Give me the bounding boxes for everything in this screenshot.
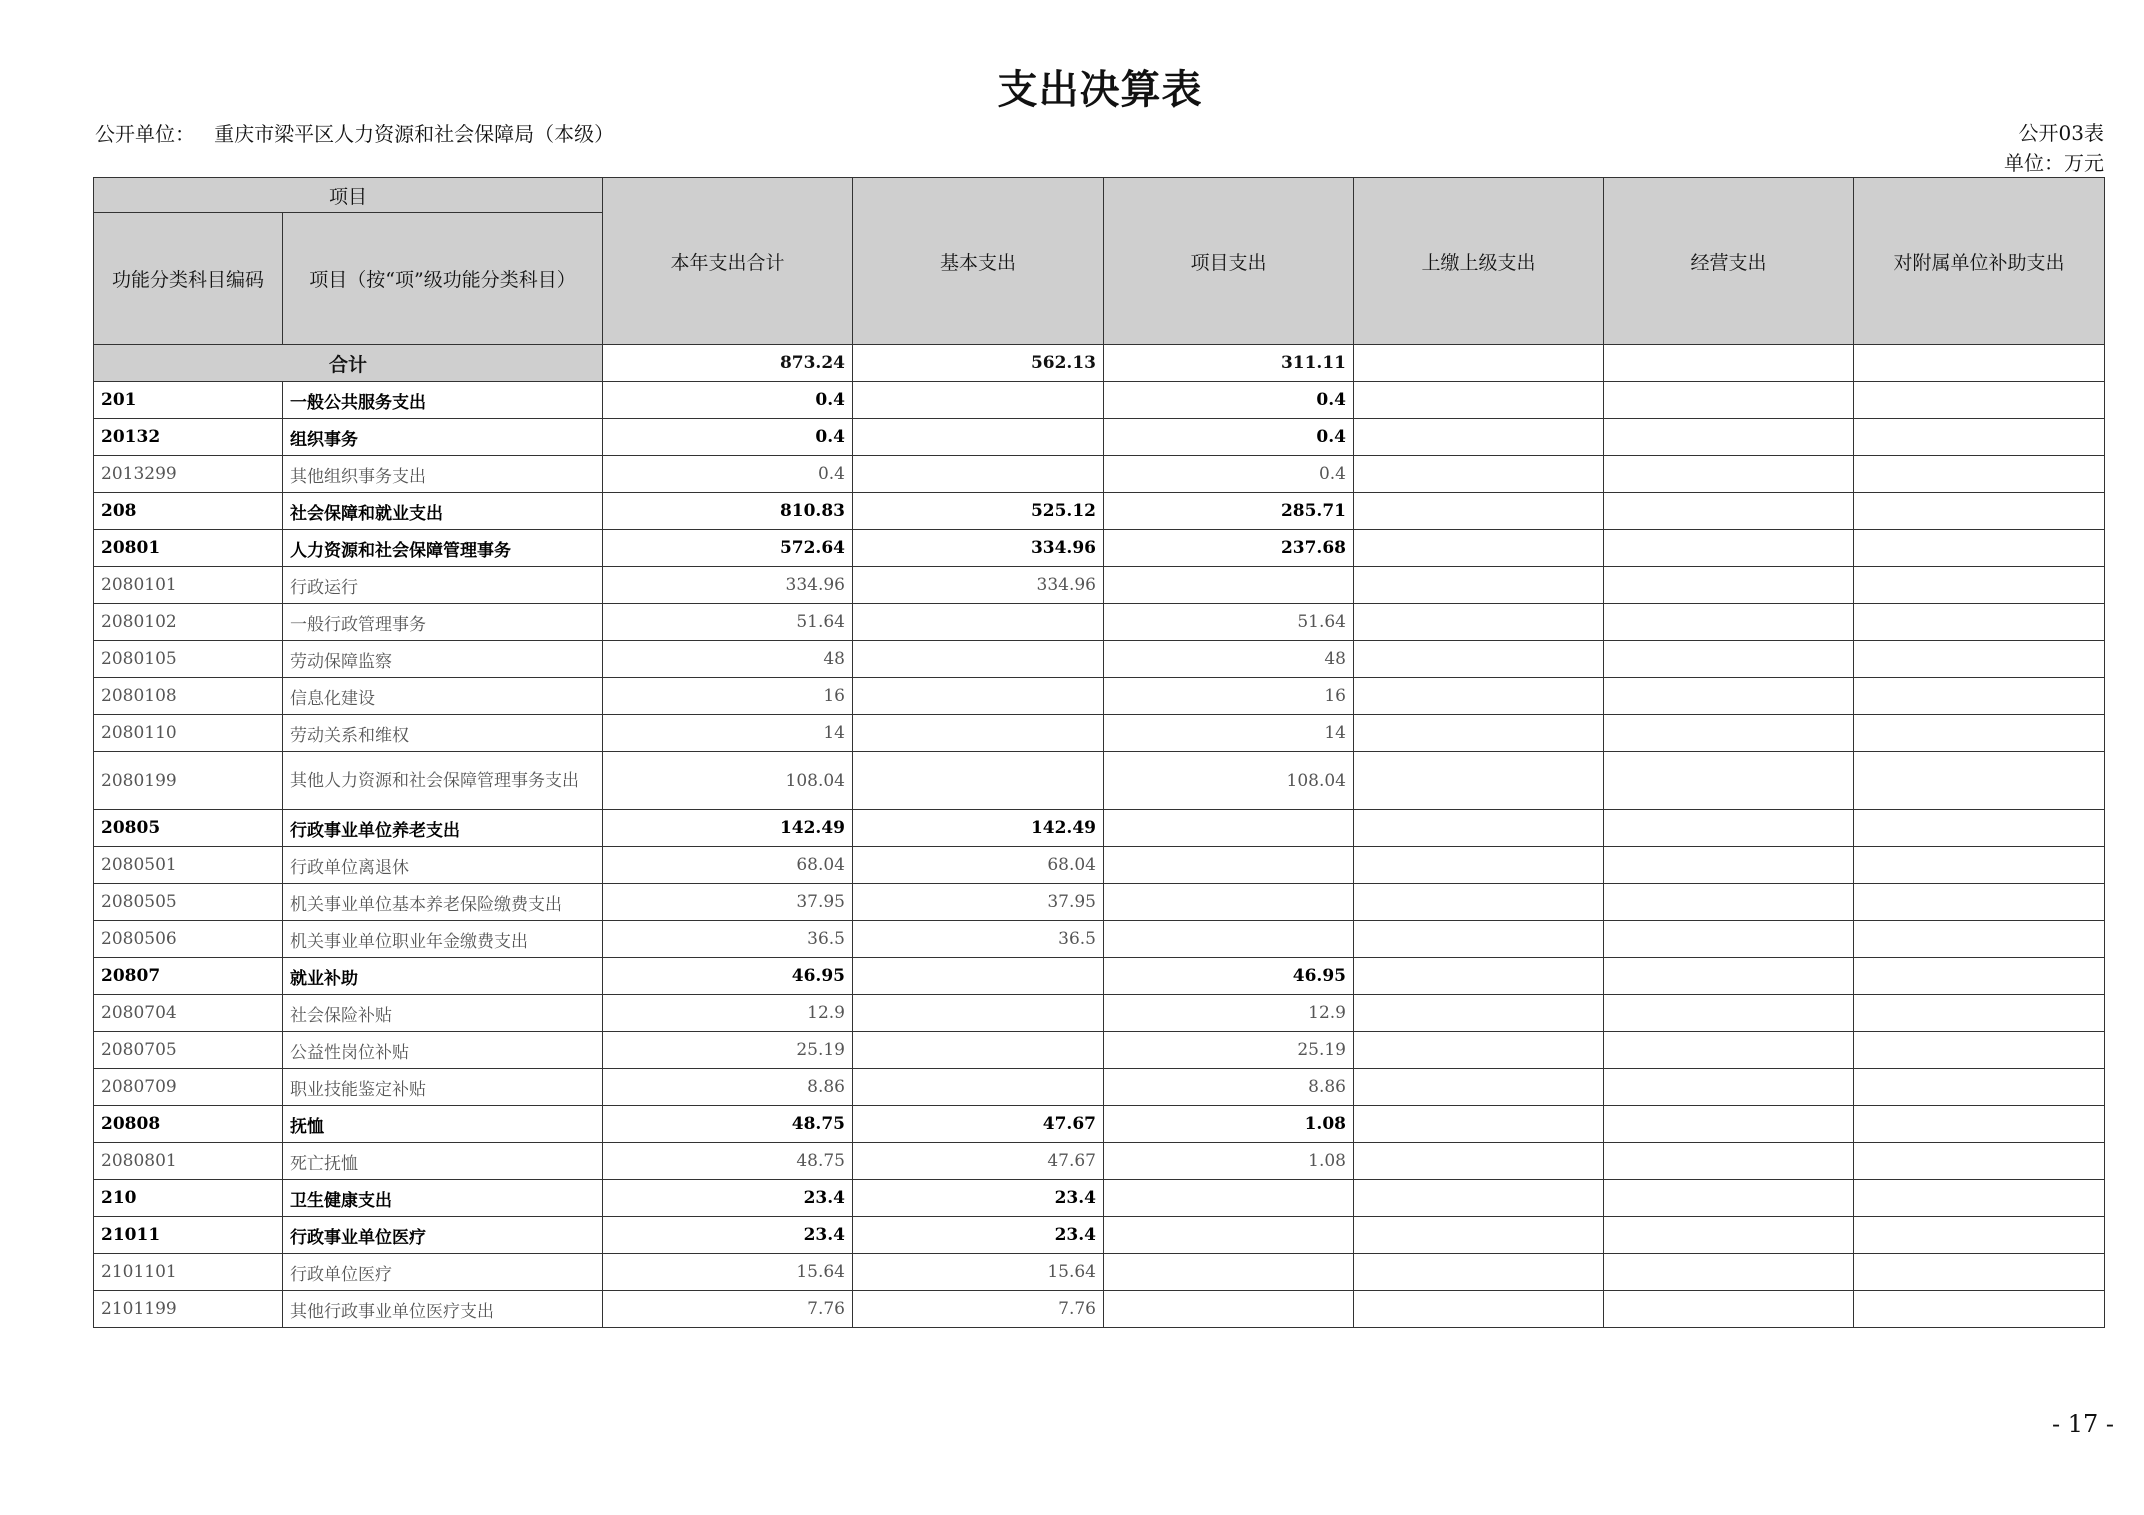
row-business [1604,921,1854,958]
row-total: 15.64 [603,1254,853,1291]
row-subsidiary [1854,678,2105,715]
row-business [1604,884,1854,921]
row-business [1604,1069,1854,1106]
row-business [1604,641,1854,678]
row-subsidiary [1854,530,2105,567]
row-business [1604,1032,1854,1069]
table-row [94,847,2105,884]
row-upper [1354,1106,1604,1143]
row-code: 20801 [94,530,283,567]
row-subsidiary [1854,995,2105,1032]
row-business [1604,1180,1854,1217]
row-project: 0.4 [1104,456,1354,493]
row-subsidiary [1854,604,2105,641]
row-project: 14 [1104,715,1354,752]
row-business [1604,958,1854,995]
expenditure-table [93,177,2105,1328]
row-name: 机关事业单位职业年金缴费支出 [283,921,603,958]
row-basic: 37.95 [853,884,1104,921]
table-row [94,1291,2105,1328]
row-total: 51.64 [603,604,853,641]
row-total: 48.75 [603,1143,853,1180]
row-name: 职业技能鉴定补贴 [283,1069,603,1106]
row-upper [1354,382,1604,419]
table-row [94,419,2105,456]
total-total: 873.24 [603,345,853,382]
row-project: 25.19 [1104,1032,1354,1069]
row-code: 2080506 [94,921,283,958]
row-subsidiary [1854,884,2105,921]
row-total: 0.4 [603,456,853,493]
row-subsidiary [1854,752,2105,810]
row-business [1604,493,1854,530]
row-code: 2080110 [94,715,283,752]
publishing-unit [95,120,615,149]
row-subsidiary [1854,1180,2105,1217]
row-total: 0.4 [603,419,853,456]
row-subsidiary [1854,1032,2105,1069]
row-upper [1354,1254,1604,1291]
row-upper [1354,921,1604,958]
row-project: 46.95 [1104,958,1354,995]
row-name: 其他行政事业单位医疗支出 [283,1291,603,1328]
row-upper [1354,1291,1604,1328]
page-title: 支出决算表 [997,66,1203,113]
row-name: 就业补助 [283,958,603,995]
row-subsidiary [1854,1291,2105,1328]
row-business [1604,1106,1854,1143]
row-project: 8.86 [1104,1069,1354,1106]
table-row [94,604,2105,641]
row-subsidiary [1854,1069,2105,1106]
row-project: 51.64 [1104,604,1354,641]
row-basic: 334.96 [853,530,1104,567]
row-project: 0.4 [1104,382,1354,419]
table-row [94,493,2105,530]
row-name: 劳动关系和维权 [283,715,603,752]
row-upper [1354,493,1604,530]
row-project: 12.9 [1104,995,1354,1032]
row-subsidiary [1854,958,2105,995]
row-upper [1354,995,1604,1032]
table-row [94,641,2105,678]
row-basic: 36.5 [853,921,1104,958]
table-meta [2004,118,2104,178]
row-project: 16 [1104,678,1354,715]
row-basic [853,958,1104,995]
row-code: 2080709 [94,1069,283,1106]
row-project [1104,921,1354,958]
row-subsidiary [1854,810,2105,847]
row-total: 12.9 [603,995,853,1032]
table-row [94,752,2105,810]
row-subsidiary [1854,1106,2105,1143]
row-total: 48 [603,641,853,678]
row-basic: 525.12 [853,493,1104,530]
row-code: 2101101 [94,1254,283,1291]
row-name: 一般公共服务支出 [283,382,603,419]
row-total: 8.86 [603,1069,853,1106]
row-basic: 15.64 [853,1254,1104,1291]
row-business [1604,752,1854,810]
table-row [94,1180,2105,1217]
table-row [94,958,2105,995]
row-project: 1.08 [1104,1106,1354,1143]
row-name: 行政单位离退休 [283,847,603,884]
row-project [1104,1180,1354,1217]
row-business [1604,604,1854,641]
table-row [94,530,2105,567]
row-project: 108.04 [1104,752,1354,810]
table-row [94,921,2105,958]
row-total: 48.75 [603,1106,853,1143]
row-upper [1354,1032,1604,1069]
table-row [94,382,2105,419]
row-subsidiary [1854,921,2105,958]
row-code: 2080505 [94,884,283,921]
row-code: 2080705 [94,1032,283,1069]
row-basic [853,456,1104,493]
row-total: 14 [603,715,853,752]
row-upper [1354,1069,1604,1106]
row-name: 抚恤 [283,1106,603,1143]
row-basic: 47.67 [853,1143,1104,1180]
row-upper [1354,641,1604,678]
header-code: 功能分类科目编码 [94,213,283,345]
row-upper [1354,958,1604,995]
row-name: 组织事务 [283,419,603,456]
row-code: 2080801 [94,1143,283,1180]
row-name: 机关事业单位基本养老保险缴费支出 [283,884,603,921]
row-subsidiary [1854,715,2105,752]
row-basic [853,641,1104,678]
row-upper [1354,678,1604,715]
table-row [94,456,2105,493]
row-code: 20808 [94,1106,283,1143]
row-code: 2013299 [94,456,283,493]
row-basic: 23.4 [853,1180,1104,1217]
total-row [94,345,2105,382]
row-upper [1354,604,1604,641]
row-project: 1.08 [1104,1143,1354,1180]
row-total: 810.83 [603,493,853,530]
row-subsidiary [1854,641,2105,678]
unit-name: 重庆市梁平区人力资源和社会保障局（本级） [214,122,615,146]
row-project [1104,1291,1354,1328]
row-name: 社会保障和就业支出 [283,493,603,530]
row-code: 210 [94,1180,283,1217]
row-basic [853,382,1104,419]
row-business [1604,678,1854,715]
row-basic: 7.76 [853,1291,1104,1328]
row-name: 行政运行 [283,567,603,604]
row-business [1604,419,1854,456]
row-upper [1354,1180,1604,1217]
row-code: 208 [94,493,283,530]
row-upper [1354,847,1604,884]
row-subsidiary [1854,382,2105,419]
row-business [1604,1143,1854,1180]
row-business [1604,382,1854,419]
row-subsidiary [1854,456,2105,493]
row-upper [1354,456,1604,493]
row-project [1104,1217,1354,1254]
row-upper [1354,1217,1604,1254]
row-code: 20132 [94,419,283,456]
row-business [1604,1217,1854,1254]
table-id: 公开03表 [2018,121,2104,145]
header-project: 项目支出 [1104,178,1354,345]
table-row [94,1106,2105,1143]
row-name: 社会保险补贴 [283,995,603,1032]
header-project-group: 项目 [94,178,603,213]
row-total: 37.95 [603,884,853,921]
row-project: 0.4 [1104,419,1354,456]
row-project [1104,884,1354,921]
row-project: 48 [1104,641,1354,678]
row-upper [1354,884,1604,921]
row-basic [853,419,1104,456]
row-code: 201 [94,382,283,419]
row-total: 36.5 [603,921,853,958]
row-project [1104,567,1354,604]
row-total: 7.76 [603,1291,853,1328]
row-name: 劳动保障监察 [283,641,603,678]
row-upper [1354,567,1604,604]
row-basic [853,995,1104,1032]
row-basic [853,1032,1104,1069]
table-row [94,810,2105,847]
row-name: 行政事业单位养老支出 [283,810,603,847]
row-business [1604,995,1854,1032]
row-code: 2101199 [94,1291,283,1328]
row-basic [853,678,1104,715]
row-total: 142.49 [603,810,853,847]
total-upper [1354,345,1604,382]
row-code: 2080105 [94,641,283,678]
row-subsidiary [1854,419,2105,456]
table-row [94,1069,2105,1106]
row-basic: 142.49 [853,810,1104,847]
table-row [94,567,2105,604]
row-code: 2080199 [94,752,283,810]
row-name: 卫生健康支出 [283,1180,603,1217]
row-code: 20807 [94,958,283,995]
row-code: 2080101 [94,567,283,604]
page-number: - 17 - [2051,1410,2114,1438]
row-business [1604,715,1854,752]
row-name: 信息化建设 [283,678,603,715]
row-name: 其他人力资源和社会保障管理事务支出 [283,752,603,810]
row-project: 285.71 [1104,493,1354,530]
row-name: 公益性岗位补贴 [283,1032,603,1069]
row-basic: 334.96 [853,567,1104,604]
row-business [1604,567,1854,604]
row-code: 21011 [94,1217,283,1254]
row-basic: 68.04 [853,847,1104,884]
row-basic [853,604,1104,641]
row-total: 25.19 [603,1032,853,1069]
row-name: 人力资源和社会保障管理事务 [283,530,603,567]
total-basic: 562.13 [853,345,1104,382]
row-total: 108.04 [603,752,853,810]
row-name: 死亡抚恤 [283,1143,603,1180]
row-basic [853,752,1104,810]
total-business [1604,345,1854,382]
table-row [94,715,2105,752]
table-row [94,1254,2105,1291]
row-name: 其他组织事务支出 [283,456,603,493]
row-business [1604,810,1854,847]
table-row [94,1217,2105,1254]
row-total: 16 [603,678,853,715]
row-name: 一般行政管理事务 [283,604,603,641]
row-project [1104,1254,1354,1291]
row-name: 行政单位医疗 [283,1254,603,1291]
row-project [1104,810,1354,847]
row-business [1604,847,1854,884]
row-total: 68.04 [603,847,853,884]
row-business [1604,1254,1854,1291]
row-code: 2080704 [94,995,283,1032]
header-total: 本年支出合计 [603,178,853,345]
row-subsidiary [1854,847,2105,884]
row-upper [1354,715,1604,752]
row-total: 23.4 [603,1217,853,1254]
row-business [1604,456,1854,493]
header-basic: 基本支出 [853,178,1104,345]
total-project: 311.11 [1104,345,1354,382]
row-upper [1354,419,1604,456]
row-project: 237.68 [1104,530,1354,567]
total-label: 合计 [94,345,603,382]
unit-label: 公开单位： [95,122,195,146]
row-name: 行政事业单位医疗 [283,1217,603,1254]
row-basic: 23.4 [853,1217,1104,1254]
row-code: 2080108 [94,678,283,715]
row-upper [1354,530,1604,567]
table-row [94,678,2105,715]
row-code: 20805 [94,810,283,847]
row-total: 46.95 [603,958,853,995]
header-subsidiary: 对附属单位补助支出 [1854,178,2105,345]
row-subsidiary [1854,1254,2105,1291]
header-business: 经营支出 [1604,178,1854,345]
table-row [94,995,2105,1032]
row-upper [1354,810,1604,847]
table-row [94,884,2105,921]
row-total: 334.96 [603,567,853,604]
row-code: 2080102 [94,604,283,641]
row-project [1104,847,1354,884]
header-upper: 上缴上级支出 [1354,178,1604,345]
row-basic: 47.67 [853,1106,1104,1143]
total-subsidiary [1854,345,2105,382]
row-basic [853,1069,1104,1106]
row-upper [1354,1143,1604,1180]
table-row [94,1032,2105,1069]
row-code: 2080501 [94,847,283,884]
table-row [94,1143,2105,1180]
row-total: 23.4 [603,1180,853,1217]
row-total: 0.4 [603,382,853,419]
row-basic [853,715,1104,752]
header-name: 项目（按“项”级功能分类科目） [283,213,603,345]
row-business [1604,1291,1854,1328]
row-subsidiary [1854,1143,2105,1180]
row-subsidiary [1854,493,2105,530]
row-upper [1354,752,1604,810]
row-total: 572.64 [603,530,853,567]
row-subsidiary [1854,567,2105,604]
row-business [1604,530,1854,567]
currency-unit: 单位：万元 [2004,151,2104,175]
row-subsidiary [1854,1217,2105,1254]
